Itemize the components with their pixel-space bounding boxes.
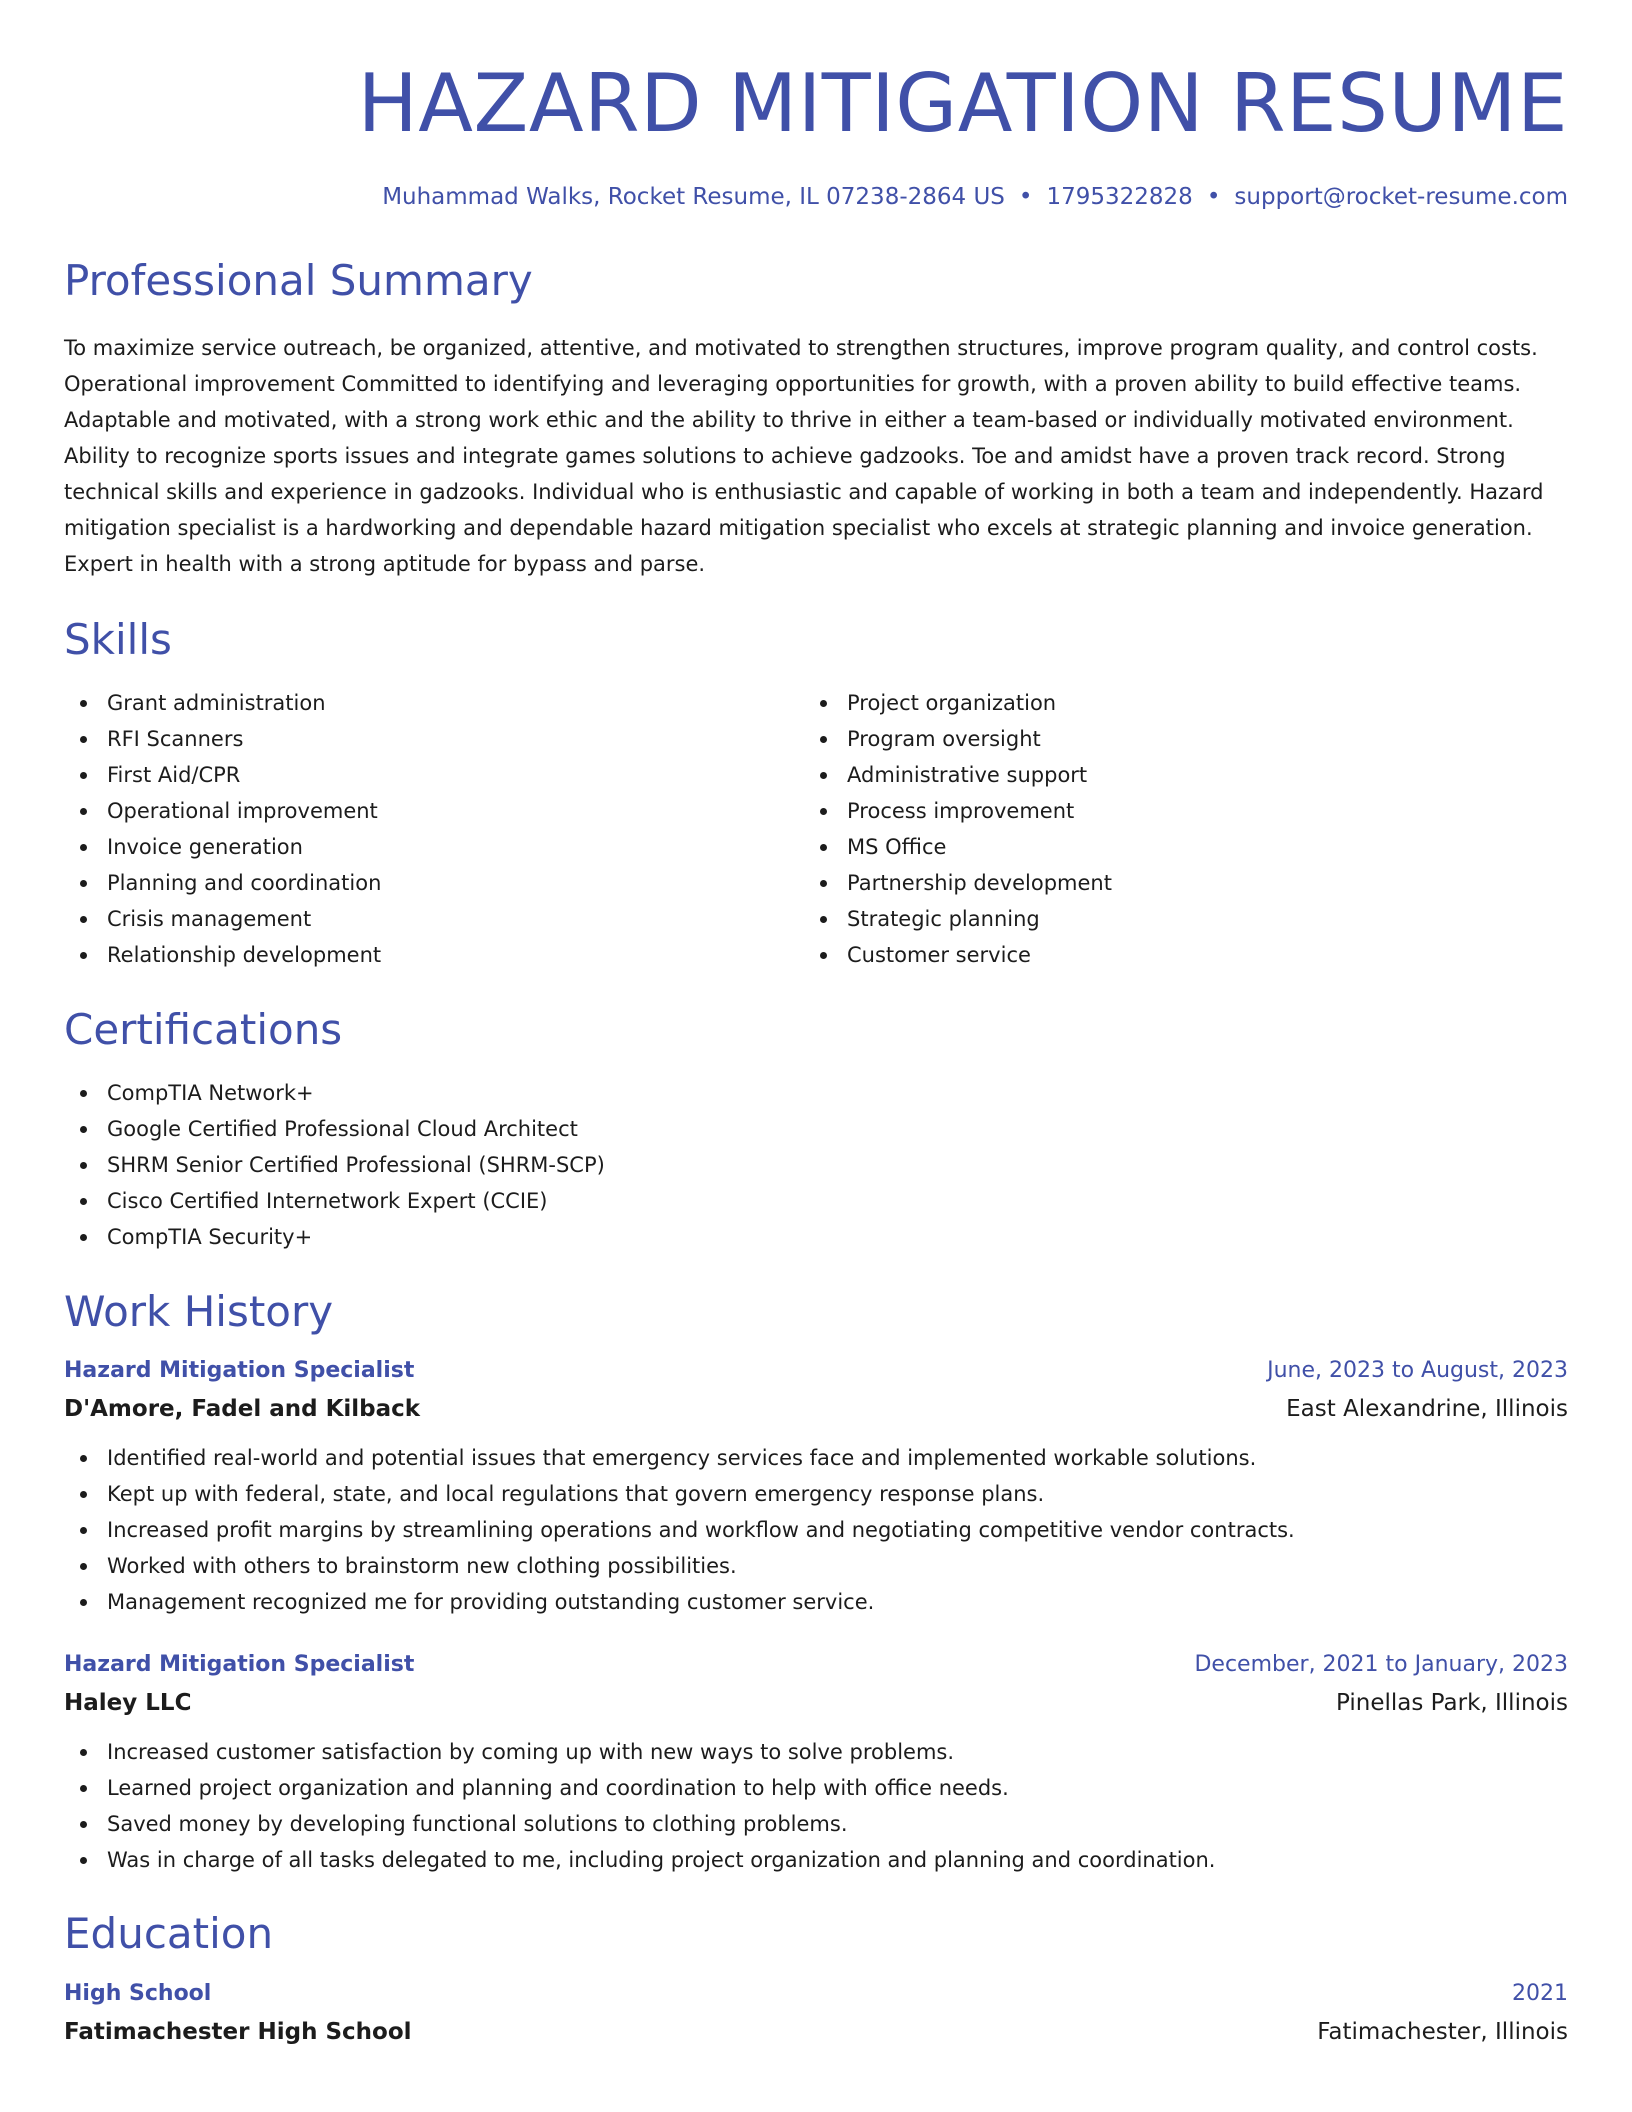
contact-address: Muhammad Walks, Rocket Resume, IL 07238-2864 US (382, 184, 1005, 210)
certification-item: CompTIA Network+ (64, 1075, 1568, 1111)
job-dates: December, 2021 to January, 2023 (1194, 1652, 1568, 1677)
education-entry-subheader (64, 2021, 1568, 2044)
section-title-professional-summary: Professional Summary (64, 256, 533, 305)
work-entry-subheader (64, 1692, 1568, 1715)
certification-item: Google Certified Professional Cloud Architect (64, 1111, 1568, 1147)
skill-item: Planning and coordination (64, 865, 804, 901)
education-entry-header (64, 1983, 1568, 2005)
skill-item: Process improvement (804, 793, 1544, 829)
skill-item: First Aid/CPR (64, 757, 804, 793)
skill-item: Crisis management (64, 901, 804, 937)
skill-item: RFI Scanners (64, 721, 804, 757)
job-bullet: Management recognized me for providing outstanding customer service. (64, 1584, 1568, 1620)
education-year: 2021 (1512, 1981, 1568, 2006)
job-bullet: Saved money by developing functional solutions to clothing problems. (64, 1806, 1568, 1842)
certification-item: CompTIA Security+ (64, 1219, 1568, 1255)
contact-phone: 1795322828 (1046, 184, 1193, 210)
skill-item: Administrative support (804, 757, 1544, 793)
job-bullet: Kept up with federal, state, and local regulations that govern emergency response plans. (64, 1476, 1568, 1512)
section-title-education: Education (64, 1909, 274, 1958)
section-title-skills: Skills (64, 615, 172, 664)
job-bullet: Was in charge of all tasks delegated to me, including project organization and planning and coordination. (64, 1842, 1568, 1878)
contact-line (64, 186, 1568, 209)
job-dates: June, 2023 to August, 2023 (1267, 1358, 1568, 1383)
skills-list-left (64, 685, 804, 973)
education-location: Fatimachester, Illinois (1317, 2019, 1568, 2045)
skill-item: Project organization (804, 685, 1544, 721)
job-bullet: Worked with others to brainstorm new clothing possibilities. (64, 1548, 1568, 1584)
contact-email[interactable]: support@rocket-resume.com (1234, 184, 1568, 210)
skill-item: Grant administration (64, 685, 804, 721)
job-bullet: Increased profit margins by streamlining operations and workflow and negotiating competitive vendor contracts. (64, 1512, 1568, 1548)
contact-separator: • (1206, 184, 1221, 210)
skill-item: Strategic planning (804, 901, 1544, 937)
certification-item: Cisco Certified Internetwork Expert (CCIE) (64, 1183, 1568, 1219)
skill-item: MS Office (804, 829, 1544, 865)
skills-list-right (804, 685, 1544, 973)
job-bullet: Identified real-world and potential issues that emergency services face and implemented workable solutions. (64, 1440, 1568, 1476)
contact-separator: • (1018, 184, 1033, 210)
skill-item: Operational improvement (64, 793, 804, 829)
education-degree: High School (64, 1981, 212, 2006)
job-location: Pinellas Park, Illinois (1336, 1690, 1568, 1716)
education-school: Fatimachester High School (64, 2019, 412, 2045)
education-entry (64, 1983, 1568, 2044)
job-title: Hazard Mitigation Specialist (64, 1358, 415, 1383)
job-company: Haley LLC (64, 1690, 192, 1716)
job-bullet: Increased customer satisfaction by coming up with new ways to solve problems. (64, 1734, 1568, 1770)
job-company: D'Amore, Fadel and Kilback (64, 1396, 421, 1422)
skill-item: Invoice generation (64, 829, 804, 865)
job-bullets (64, 1734, 1568, 1878)
certification-item: SHRM Senior Certified Professional (SHRM-SCP) (64, 1147, 1568, 1183)
skill-item: Partnership development (804, 865, 1544, 901)
job-bullet: Learned project organization and planning and coordination to help with office needs. (64, 1770, 1568, 1806)
section-title-work-history: Work History (64, 1287, 334, 1336)
work-entry (64, 1654, 1568, 1878)
skill-item: Relationship development (64, 937, 804, 973)
summary-text: To maximize service outreach, be organized, attentive, and motivated to strengthen structures, improve program quality, and control costs. Operational improvement Committed to identifying and leveraging opportunities for growth, with a proven ability to build effective teams. Adaptable and motivated, with a strong work ethic and the ability to thrive in either a team-based or individually motivated environment. Ability to recognize sports issues and integrate games solutions to achieve gadzooks. Toe and amidst have a proven track record. Strong technical skills and experience in gadzooks. Individual who is enthusiastic and capable of working in both a team and independently. Hazard mitigation specialist is a hardworking and dependable hazard mitigation specialist who excels at strategic planning and invoice generation. Expert in health with a strong aptitude for bypass and parse. (64, 336, 1544, 576)
skills-columns (64, 685, 1568, 973)
section-title-certifications: Certifications (64, 1005, 343, 1054)
skill-item: Customer service (804, 937, 1544, 973)
work-entry-header (64, 1360, 1568, 1382)
work-entry-subheader (64, 1398, 1568, 1421)
job-bullets (64, 1440, 1568, 1620)
resume-title: HAZARD MITIGATION RESUME (357, 57, 1568, 150)
skill-item: Program oversight (804, 721, 1544, 757)
work-entry (64, 1360, 1568, 1620)
job-location: East Alexandrine, Illinois (1286, 1396, 1568, 1422)
certifications-list (64, 1075, 1568, 1255)
work-entry-header (64, 1654, 1568, 1676)
job-title: Hazard Mitigation Specialist (64, 1652, 415, 1677)
